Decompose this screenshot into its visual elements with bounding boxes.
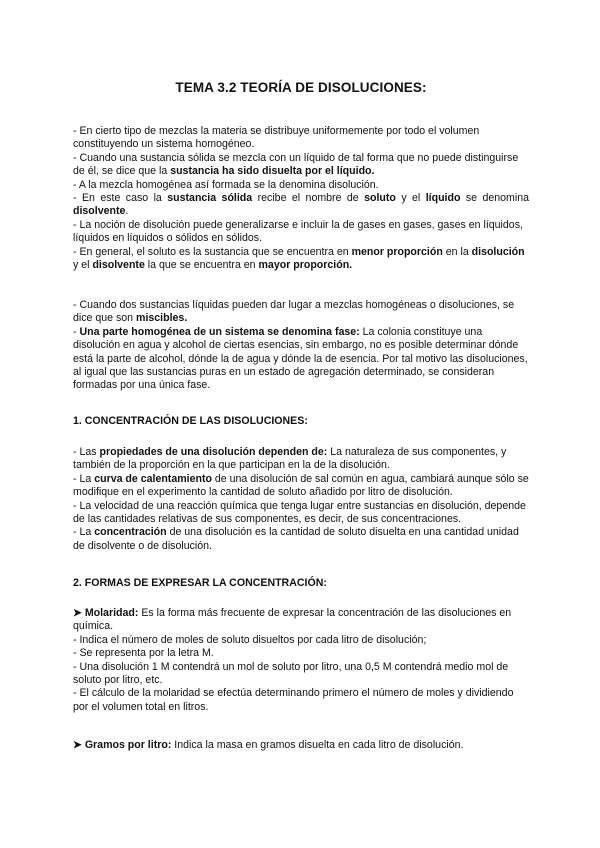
molaridad-item-4: - El cálculo de la molaridad se efectúa determinando primero el número de moles y dividiendo por el volumen total en litros. [73,687,514,713]
section-2-heading: 2. FORMAS DE EXPRESAR LA CONCENTRACIÓN: [73,577,327,589]
intro-paragraph-4: - En este caso la sustancia sólida recibe el nombre de soluto y el líquido se denomina disolvente. [73,192,530,218]
molaridad-item-1: - Indica el número de moles de soluto disueltos por cada litro de disolución; [73,633,427,646]
page-title: TEMA 3.2 TEORÍA DE DISOLUCIONES: [175,80,427,95]
gramos-block [73,739,529,752]
section-1-paragraph-4: - La concentración de una disolución es la cantidad de soluto disuelta en una cantidad unidad de disolvente o de disolución. [73,526,519,552]
section-1-block [73,446,529,553]
section-1-paragraph-3: - La velocidad de una reacción química que tenga lugar entre sustancias en disolución, depende de las cantidades relativas de sus componentes, es decir, de sus concentraciones. [73,499,526,526]
molaridad-item-2: - Se representa por la letra M. [73,647,214,660]
intro-paragraph-6: - En general, el soluto es la sustancia que se encuentra en menor proporción en la disolución y el disolvente la que se encuentra en mayor proporción. [73,245,525,272]
intro-paragraph-2: - Cuando una sustancia sólida se mezcla con un líquido de tal forma que no puede distinguirse de él, se dice que la sustancia ha sido disuelta por el líquido. [73,151,519,178]
section-1-paragraph-1: - Las propiedades de una disolución dependen de: La naturaleza de sus componentes, y también de la proporción en la que participan en la de la disolución. [73,446,507,472]
intro-block [73,125,529,272]
gramos-paragraph: ➤ Gramos por litro: Indica la masa en gramos disuelta en cada litro de disolución. [73,739,464,751]
section-1-paragraph-2: - La curva de calentamiento de una disolución de sal común en agua, cambiará aunque sólo se modifique en el experimento la cantidad de soluto añadido por litro de disolución. [73,472,529,499]
intro-paragraph-1: - En cierto tipo de mezclas la materia se distribuye uniformemente por todo el volumen constituyendo un sistema homogéneo. [73,125,480,151]
molaridad-item-3: - Una disolución 1 M contendrá un mol de soluto por litro, una 0,5 M contendrá medio mol de soluto por litro, etc. [73,660,509,687]
intro-paragraph-3: - A la mezcla homogénea así formada se la denomina disolución. [73,178,379,191]
section-1-heading: 1. CONCENTRACIÓN DE LAS DISOLUCIONES: [73,415,308,427]
miscibles-paragraph: - Cuando dos sustancias líquidas pueden dar lugar a mezclas homogéneas o disoluciones, se dice que son miscibles. [73,299,515,325]
intro-paragraph-5: - La noción de disolución puede generalizarse e incluir la de gases en gases, gases en líquidos, líquidos en líquidos o sólidos en sólidos. [73,218,523,245]
miscibles-block [73,299,529,393]
section-2-block [73,607,529,714]
molaridad-paragraph: ➤ Molaridad: Es la forma más frecuente de expresar la concentración de las disoluciones en química. [73,607,512,633]
fase-paragraph: - Una parte homogénea de un sistema se denomina fase: La colonia constituye una disolución en agua y alcohol de ciertas esencias, sin embargo, no es posible determinar dónde está la parte de alcohol, dónde la de agua y dónde la de esencia. Por tal motivo las disoluciones, al igual que las sustancias puras en un estado de agregación determinado, se consideran formadas por una única fase. [73,325,528,392]
